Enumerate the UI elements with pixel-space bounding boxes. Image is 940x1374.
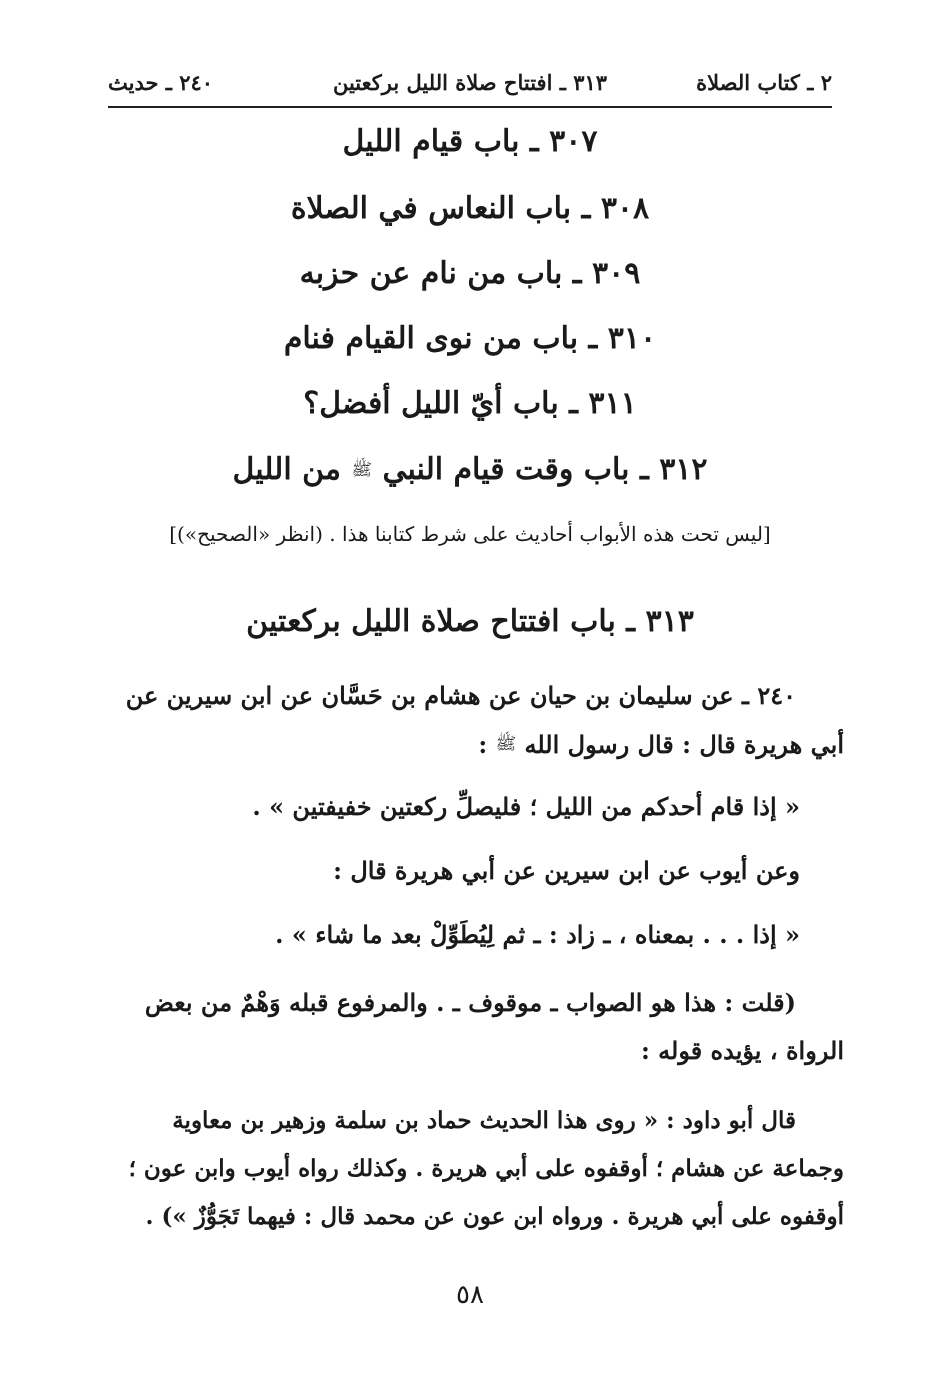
chapter-heading-309: ٣٠٩ ـ باب من نام عن حزبه — [299, 256, 641, 291]
running-header — [108, 62, 832, 108]
chapter-heading-307: ٣٠٧ ـ باب قيام الليل — [342, 124, 598, 159]
chapter-heading-311: ٣١١ ـ باب أيّ الليل أفضل؟ — [303, 386, 637, 421]
editor-note: [ليس تحت هذه الأبواب أحاديث على شرط كتابنا هذا . (انظر «الصحيح»)] — [169, 522, 771, 546]
isnad-text: ٢٤٠ ـ عن سليمان بن حيان عن هشام بن حَسَّان عن ابن سيرين عن أبي هريرة قال : قال رسول الله — [125, 681, 844, 759]
hadith-240 — [108, 672, 844, 1241]
chapter-heading-313: ٣١٣ ـ باب افتتاح صلاة الليل بركعتين — [246, 604, 694, 639]
hadith-matn: « إذا قام أحدكم من الليل ؛ فليصلِّ ركعتين خفيفتين » . — [252, 792, 800, 821]
chapter-heading-308: ٣٠٨ ـ باب النعاس في الصلاة — [290, 191, 650, 226]
header-chapter-title: ٣١٣ ـ افتتاح صلاة الليل بركعتين — [332, 70, 608, 95]
header-hadith-number: ٢٤٠ ـ حديث — [108, 70, 214, 95]
hadith-second-matn: « إذا . . . بمعناه ، ـ زاد : ـ ثم لِيُطَوِّلْ بعد ما شاء » . — [275, 920, 800, 949]
page-number: ٥٨ — [456, 1280, 484, 1310]
chapter-312-text-end: من الليل — [232, 452, 341, 487]
chapter-312-text: ٣١٢ ـ باب وقت قيام النبي — [382, 452, 708, 487]
chapter-heading-312 — [108, 452, 832, 487]
hadith-isnad — [108, 672, 844, 769]
abu-dawud-quote: قال أبو داود : « روى هذا الحديث حماد بن سلمة وزهير بن معاوية وجماعة عن هشام ؛ أوقفوه على أبي هريرة . وكذلك رواه أيوب وابن عون ؛ أوقفوه على أبي هريرة . ورواه ابن عون عن محمد قال : فيهما تَجَوُّزٌ ») . — [128, 1107, 844, 1230]
header-book-title: ٢ ـ كتاب الصلاة — [696, 70, 832, 95]
honorific-glyph: ﷺ — [495, 734, 517, 754]
honorific-glyph: ﷺ — [351, 460, 372, 480]
author-comment: (قلت : هذا هو الصواب ـ موقوف ـ . والمرفوع قبله وَهْمٌ من بعض الرواة ، يؤيده قوله : — [144, 988, 844, 1065]
hadith-second-isnad: وعن أيوب عن ابن سيرين عن أبي هريرة قال : — [333, 856, 800, 885]
isnad-colon: : — [478, 730, 488, 759]
chapter-heading-310: ٣١٠ ـ باب من نوى القيام فنام — [283, 321, 657, 356]
